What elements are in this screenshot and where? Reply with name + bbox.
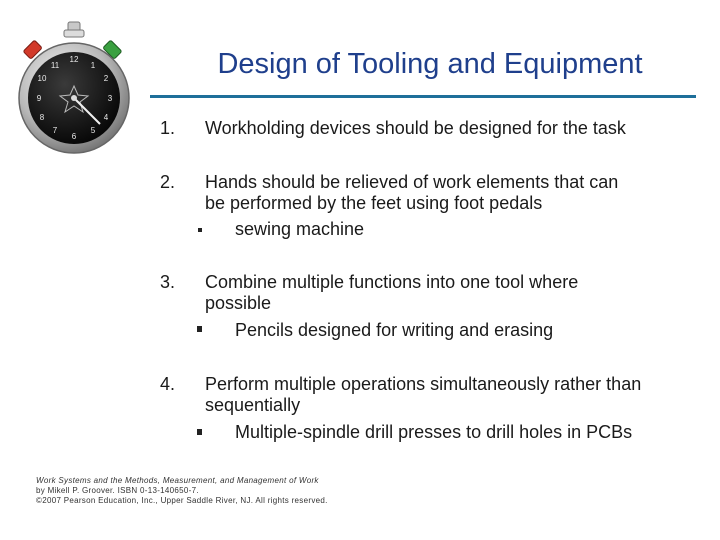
copyright-footer xyxy=(36,476,328,506)
item-number: 2. xyxy=(160,172,176,192)
item-number: 3. xyxy=(160,272,176,292)
item-text xyxy=(205,272,710,314)
item-line: Workholding devices should be designed for the task xyxy=(205,118,626,138)
svg-text:5: 5 xyxy=(90,126,96,135)
item-line: possible xyxy=(205,293,272,313)
item-line: Perform multiple operations simultaneously rather than xyxy=(205,374,642,394)
item-line: Combine multiple functions into one tool where xyxy=(205,272,579,292)
svg-text:8: 8 xyxy=(39,113,45,122)
svg-text:9: 9 xyxy=(36,94,42,103)
svg-text:4: 4 xyxy=(103,113,109,122)
svg-text:7: 7 xyxy=(52,126,58,135)
example-text: Multiple-spindle drill presses to drill holes in PCBs xyxy=(235,422,633,442)
item-number: 1. xyxy=(160,118,176,138)
item-text xyxy=(205,118,710,139)
svg-text:3: 3 xyxy=(107,94,113,103)
square-bullet-icon xyxy=(198,228,202,232)
item-line: sequentially xyxy=(205,395,301,415)
square-bullet-icon xyxy=(197,429,202,435)
svg-text:2: 2 xyxy=(103,74,109,83)
svg-text:11: 11 xyxy=(50,61,60,70)
example-text: sewing machine xyxy=(235,219,365,239)
item-text xyxy=(205,172,710,214)
page-title: Design of Tooling and Equipment xyxy=(217,48,643,80)
footer-copyright: ©2007 Pearson Education, Inc., Upper Saddle River, NJ. All rights reserved. xyxy=(36,496,328,505)
item-number: 4. xyxy=(160,374,176,394)
svg-text:6: 6 xyxy=(71,132,77,141)
example-text: Pencils designed for writing and erasing xyxy=(235,320,554,340)
svg-text:10: 10 xyxy=(37,74,47,83)
item-line: Hands should be relieved of work elements that can xyxy=(205,172,619,192)
square-bullet-icon xyxy=(197,326,202,332)
item-text xyxy=(205,374,710,416)
footer-author: by Mikell P. Groover. ISBN 0-13-140650-7. xyxy=(36,486,199,495)
title-divider xyxy=(150,95,696,98)
svg-text:12: 12 xyxy=(69,55,79,64)
footer-book-title: Work Systems and the Methods, Measurement, and Management of Work xyxy=(36,476,319,485)
svg-text:1: 1 xyxy=(90,61,96,70)
stopwatch-icon xyxy=(8,20,138,160)
item-line: be performed by the feet using foot pedals xyxy=(205,193,543,213)
